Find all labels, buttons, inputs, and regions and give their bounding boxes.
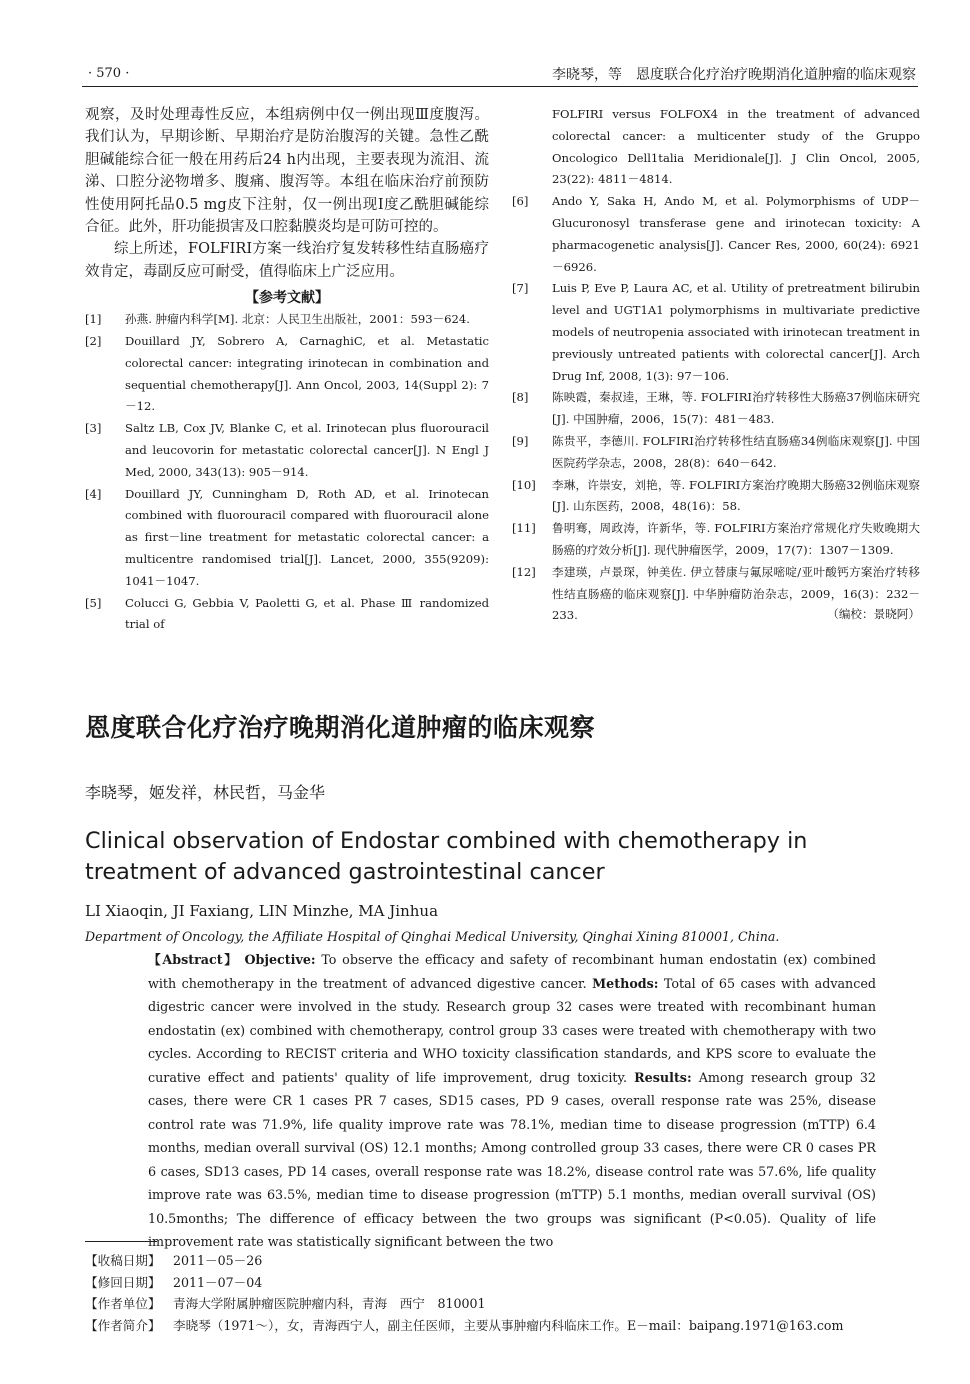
reference-item: [3] Saltz LB, Cox JV, Blanke C, et al. Irinotecan plus fluorouracil and leucovorin for metastatic colorectal cancer[J]. N Engl J Med, 2000, 343(13): 905－914. — [85, 421, 489, 479]
prev-article-conclusion: 综上所述，FOLFIRI方案一线治疗复发转移性结直肠癌疗效肯定，毒副反应可耐受，值得临床上广泛应用。 — [85, 241, 489, 280]
reference-item: [2] Douillard JY, Sobrero A, CarnaghiC, et al. Metastatic colorectal cancer: integrating irinotecan in combination and sequential chemotherapy[J]. Ann Oncol, 2003, 14(Suppl 2): 7－12. — [85, 334, 489, 414]
reference-item: [7] Luis P, Eve P, Laura AC, et al. Utility of pretreatment bilirubin level and UGT1A1 polymorphisms in multivariate predictive models of neutropenia associated with irinotecan treatment in previously untreated patients with colorectal cancer[J]. Arch Drug Inf, 2008, 1(3): 97－106. — [512, 281, 920, 383]
right-column — [512, 104, 920, 622]
objective-text: To observe the efficacy and safety of recombinant human endostatin (ex) combined with chemotherapy in the treatment of advanced digestive cancer. — [148, 952, 876, 991]
footnotes — [85, 1250, 945, 1336]
reference-item: [1] 孙燕. 肿瘤内科学[M]. 北京：人民卫生出版社，2001：593－624. — [85, 312, 470, 327]
header-rule — [82, 86, 918, 87]
article-title-cn: 恩度联合化疗治疗晚期消化道肿瘤的临床观察 — [85, 713, 596, 742]
reference-item: [5] Colucci G, Gebbia V, Paoletti G, et al. Phase Ⅲ randomized trial of — [85, 595, 489, 632]
reference-item: FOLFIRI versus FOLFOX4 in the treatment of advanced colorectal cancer: a multicenter study of the Gruppo Oncologico Dell1talia Meridionale[J]. J Clin Oncol, 2005, 23(22): 4811－4814. — [552, 107, 920, 187]
footnote-row: 【作者单位】 青海大学附属肿瘤医院肿瘤内科，青海 西宁 810001 — [85, 1296, 486, 1311]
reference-item: [12] 李建瑛，卢景琛，钟美佐. 伊立替康与氟尿嘧啶/亚叶酸钙方案治疗转移性结直肠癌的临床观察[J]. 中华肿瘤防治杂志，2009，16(3)：232－233. — [512, 564, 920, 623]
reference-list-right — [512, 104, 920, 627]
methods-label: Methods: — [592, 975, 659, 991]
footnote-row: 【修回日期】 2011－07－04 — [85, 1274, 263, 1290]
reference-list-left — [85, 309, 489, 636]
methods-text: Total of 65 cases with advanced digestric cancer were involved in the study. Research group 32 cases were treated with recombinant human endostatin (ex) combined with chemotherapy, control group 33 cases were treated with chemotherapy with two cycles. According to RECIST criteria and WHO toxicity classification standards, and KPS score to evaluate the curative effect and patients' quality of life improvement, drug toxicity. — [148, 975, 876, 1085]
authors-cn: 李晓琴，姬发祥，林民哲，马金华 — [85, 783, 326, 802]
footnote-row: 【作者简介】 李晓琴（1971～），女，青海西宁人，副主任医师，主要从事肿瘤内科临床工作。E－mail：baipang.1971@163.com — [85, 1317, 844, 1333]
authors-en: LI Xiaoqin, JI Faxiang, LIN Minzhe, MA Jinhua — [85, 902, 439, 920]
reference-item: [9] 陈贵平，李德川. FOLFIRI治疗转移性结直肠癌34例临床观察[J]. 中国医院药学杂志，2008，28(8)：640－642. — [512, 433, 920, 470]
article-title-en: Clinical observation of Endostar combined with chemotherapy in treatment of advanced gastrointestinal cancer — [85, 828, 808, 885]
left-column — [85, 104, 489, 636]
reference-item: [8] 陈映霞，秦叔逵，王琳，等. FOLFIRI治疗转移性大肠癌37例临床研究[J]. 中国肿瘤，2006，15(7)：481－483. — [512, 390, 920, 427]
results-text: Among research group 32 cases, there were CR 1 cases PR 7 cases, SD15 cases, PD 9 cases, overall response rate was 25%, disease control rate was 71.9%, life quality improve rate was 78.1%, median time to disease progression (mTTP) 6.4 months, median overall survival (OS) 12.1 months; Among controlled group 33 cases, there were CR 0 cases PR 6 cases, SD13 cases, PD 14 cases, overall response rate was 18.2%, disease control rate was 57.6%, life quality improve rate was 63.5%, median time to disease progression (mTTP) 5.1 months, median overall survival (OS) 10.5months; The difference of efficacy between the two groups was significant (P<0.05). Quality of life improvement rate was statistically significant between the two — [148, 1069, 876, 1249]
reference-item: [11] 鲁明骞，周政涛，许新华，等. FOLFIRI方案治疗常规化疗失败晚期大肠癌的疗效分析[J]. 现代肿瘤医学，2009，17(7)：1307－1309. — [512, 521, 920, 557]
reference-item: [6] Ando Y, Saka H, Ando M, et al. Polymorphisms of UDP－Glucuronosyl transferase gene and irinotecan toxicity: A pharmacogenetic analysis[J]. Cancer Res, 2000, 60(24): 6921－6926. — [512, 194, 920, 274]
reference-item: [4] Douillard JY, Cunningham D, Roth AD, et al. Irinotecan combined with fluorouracil compared with fluorouracil alone as first－line treatment for metastatic colorectal cancer: a multicentre randomised trial[J]. Lancet, 2000, 355(9209): 1041－1047. — [85, 486, 489, 588]
abstract-label: 【Abstract】 — [148, 952, 239, 967]
footnote-rule — [85, 1241, 157, 1242]
editor-note: （编校：景晓阿） — [827, 607, 920, 622]
abstract — [148, 948, 876, 1254]
affiliation-en: Department of Oncology, the Affiliate Hospital of Qinghai Medical University, Qinghai Xining 810001, China. — [85, 929, 780, 944]
footnote-row: 【收稿日期】 2011－05－26 — [85, 1253, 263, 1268]
results-label: Results: — [634, 1069, 692, 1085]
running-title: 李晓琴，等 恩度联合化疗治疗晚期消化道肿瘤的临床观察 — [552, 67, 916, 83]
objective-label: Objective: — [244, 952, 316, 967]
references-heading: 【参考文献】 — [245, 290, 329, 307]
page-number: · 570 · — [88, 66, 130, 81]
prev-article-paragraph: 观察，及时处理毒性反应，本组病例中仅一例出现Ⅲ度腹泻。我们认为，早期诊断、早期治疗是防治腹泻的关键。急性乙酰胆碱能综合征一般在用药后24 h内出现，主要表现为流泪、流涕、口腔分泌物增多、腹痛、腹泻等。本组在临床治疗前预防性使用阿托品0.5 mg皮下注射，仅一例出现Ⅰ度乙酰胆碱能综合征。此外，肝功能损害及口腔黏膜炎均是可防可控的。 — [85, 107, 489, 236]
reference-item: [10] 李琳，许崇安，刘艳，等. FOLFIRI方案治疗晚期大肠癌32例临床观察[J]. 山东医药，2008，48(16)：58. — [512, 477, 920, 514]
